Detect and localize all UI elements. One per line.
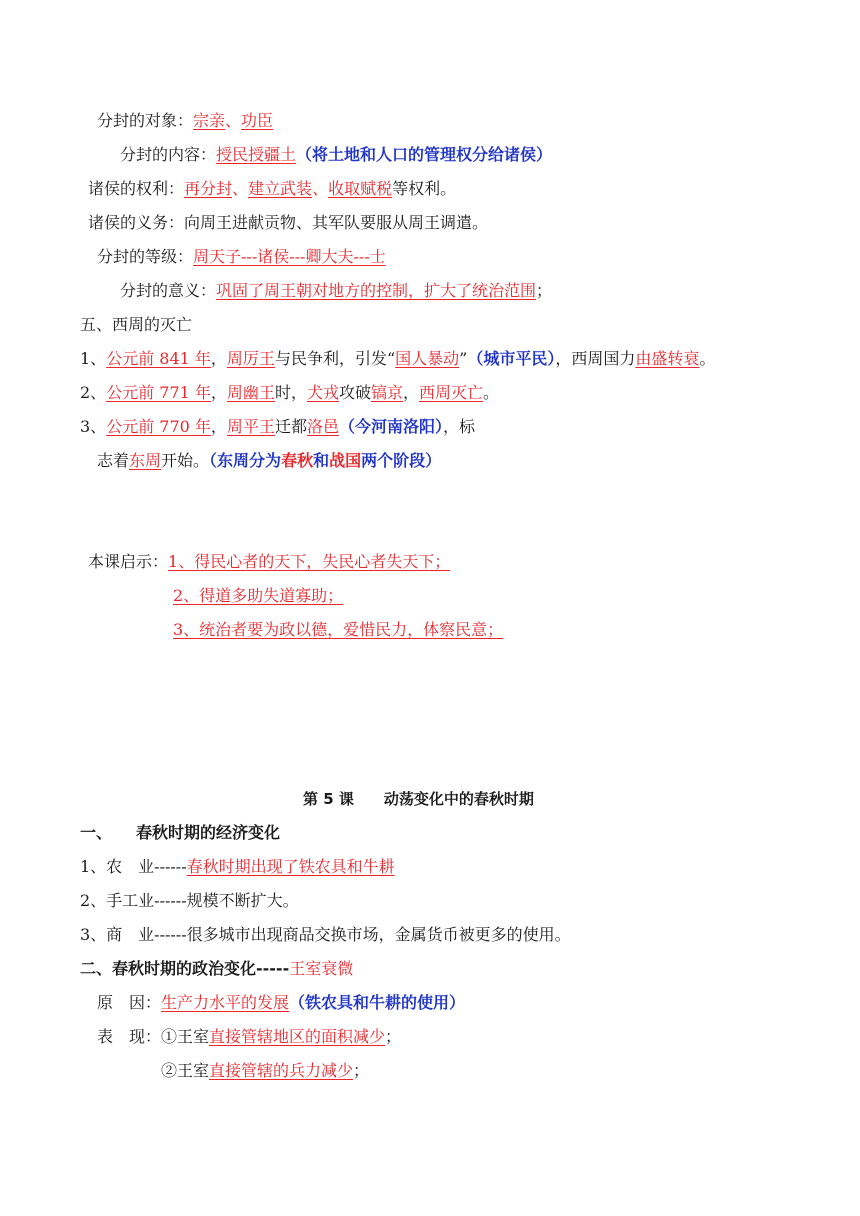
enfeoff-target-label: 分封的对象： — [97, 111, 194, 130]
enfeoff-target-line — [97, 110, 273, 132]
enfeoff-content-note: （将土地和人口的管理权分给诸侯） — [296, 145, 553, 164]
fall-4-text-2: 开始。 — [161, 451, 210, 470]
politics-heading: 二、春秋时期的政治变化----- — [80, 959, 290, 978]
punct: 。 — [483, 383, 500, 402]
luoyi: 洛邑 — [306, 417, 339, 436]
fall-2-text-2: 攻破 — [338, 383, 371, 402]
quanrong: 犬戎 — [306, 383, 339, 402]
right-armed-forces: 建立武装 — [248, 179, 313, 198]
enfeoff-rank-value: 周天子---诸侯---卿大夫---士 — [193, 247, 386, 266]
punct: ； — [385, 1027, 402, 1046]
rights-separator-2: 、 — [312, 179, 329, 198]
guoren-uprising: 国人暴动 — [395, 349, 460, 368]
meaning-tail: ； — [536, 281, 553, 300]
economy-handicraft: 2、手工业------规模不断扩大。 — [80, 891, 299, 910]
enfeoff-meaning-label: 分封的意义： — [120, 281, 217, 300]
fall-line-1 — [80, 348, 715, 370]
punct: ， — [403, 383, 420, 402]
punct: ， — [210, 349, 227, 368]
cause-value: 生产力水平的发展 — [161, 993, 290, 1012]
economy-agriculture — [80, 856, 395, 878]
year-841: 公元前 841 年 — [106, 349, 211, 368]
spring-autumn: 春秋 — [281, 451, 314, 470]
fall-item-2-number: 2、 — [80, 383, 107, 402]
fall-1-text-2: ，西周国力 — [555, 349, 636, 368]
punct: ； — [353, 1061, 370, 1080]
rights-tail: 等权利。 — [392, 179, 457, 198]
enfeoff-rank-label: 分封的等级： — [97, 247, 194, 266]
punct: ， — [210, 417, 227, 436]
fall-item-3-number: 3、 — [80, 417, 107, 436]
insight-label: 本课启示： — [88, 552, 169, 571]
cause-line — [97, 992, 465, 1014]
enfeoff-meaning-value: 巩固了周王朝对地方的控制，扩大了统治范围 — [216, 281, 537, 300]
year-770: 公元前 770 年 — [106, 417, 211, 436]
lesson-5-title: 第 5 课 动荡变化中的春秋时期 — [303, 790, 534, 808]
expression-1-value: 直接管辖地区的面积减少 — [209, 1027, 386, 1046]
fall-4-text: 志着 — [97, 451, 130, 470]
economy-commerce: 3、商 业------很多城市出现商品交换市场，金属货币被更多的使用。 — [80, 925, 571, 944]
expression-2-prefix: ②王室 — [161, 1061, 210, 1080]
decline-phrase: 由盛转衰 — [635, 349, 700, 368]
year-771: 公元前 771 年 — [106, 383, 211, 402]
haojing: 镐京 — [370, 383, 403, 402]
fall-2-text: 时， — [274, 383, 307, 402]
fall-3-text: 迁都 — [274, 417, 307, 436]
insight-item-1: 1、得民心者的天下，失民心者失天下； — [168, 552, 451, 571]
enfeoff-content-label: 分封的内容： — [120, 145, 217, 164]
expression-line-1 — [97, 1026, 401, 1048]
lesson-5-section-1: 一、 春秋时期的经济变化 — [80, 823, 281, 842]
punct: ， — [210, 383, 227, 402]
fall-3-text-2: ，标 — [442, 417, 475, 436]
enfeoff-content-line — [120, 144, 552, 166]
agriculture-label: 1、农 业------ — [80, 857, 187, 876]
target-kinsmen: 宗亲 — [193, 111, 226, 130]
right-subenfeoff: 再分封 — [184, 179, 233, 198]
insight-item-3-text: 3、统治者要为政以德，爱惜民力，体察民意； — [173, 620, 504, 639]
fall-line-4 — [97, 450, 441, 472]
royal-decline: 王室衰微 — [289, 959, 354, 978]
insight-item-3 — [173, 619, 503, 641]
western-zhou-fall: 西周灭亡 — [419, 383, 484, 402]
vassal-duty-line: 诸侯的义务：向周王进献贡物、其军队要服从周王调遣。 — [88, 213, 489, 232]
cause-label: 原 因： — [97, 993, 162, 1012]
agriculture-value: 春秋时期出现了铁农具和牛耕 — [186, 857, 395, 876]
punct: ” — [459, 349, 468, 368]
enfeoff-rank-line — [97, 246, 386, 268]
expression-line-2 — [161, 1060, 369, 1082]
target-officials: 功臣 — [241, 111, 274, 130]
vassal-rights-label: 诸侯的权利： — [88, 179, 185, 198]
urban-commoners-note: （城市平民） — [467, 349, 556, 368]
king-you: 周幽王 — [226, 383, 275, 402]
enfeoff-meaning-line — [120, 280, 552, 302]
lesson-5-section-2 — [80, 958, 353, 980]
cause-note: （铁农具和牛耕的使用） — [289, 993, 466, 1012]
target-separator: 、 — [225, 111, 242, 130]
fall-1-text: 与民争利，引发“ — [274, 349, 396, 368]
expression-2-value: 直接管辖的兵力减少 — [209, 1061, 354, 1080]
vassal-rights-line — [88, 178, 456, 200]
fall-line-2 — [80, 382, 499, 404]
fall-item-1-number: 1、 — [80, 349, 107, 368]
expression-1-prefix: ①王室 — [161, 1027, 210, 1046]
expression-label: 表 现： — [97, 1027, 162, 1046]
insight-item-2 — [173, 585, 343, 607]
phase-note-end: 两个阶段） — [361, 451, 442, 470]
right-taxation: 收取赋税 — [328, 179, 393, 198]
king-li: 周厉王 — [226, 349, 275, 368]
king-ping: 周平王 — [226, 417, 275, 436]
enfeoff-content-value: 授民授疆土 — [216, 145, 297, 164]
section-5-heading: 五、西周的灭亡 — [80, 315, 193, 334]
punct: 。 — [699, 349, 716, 368]
phase-note-start: （东周分为 — [209, 451, 282, 470]
phase-note-and: 和 — [313, 451, 330, 470]
insight-line-1 — [88, 551, 450, 573]
insight-item-2-text: 2、得道多助失道寡助； — [173, 586, 344, 605]
rights-separator-1: 、 — [232, 179, 249, 198]
eastern-zhou: 东周 — [129, 451, 162, 470]
luoyang-note: （今河南洛阳） — [338, 417, 443, 436]
fall-line-3 — [80, 416, 475, 438]
warring-states: 战国 — [329, 451, 362, 470]
